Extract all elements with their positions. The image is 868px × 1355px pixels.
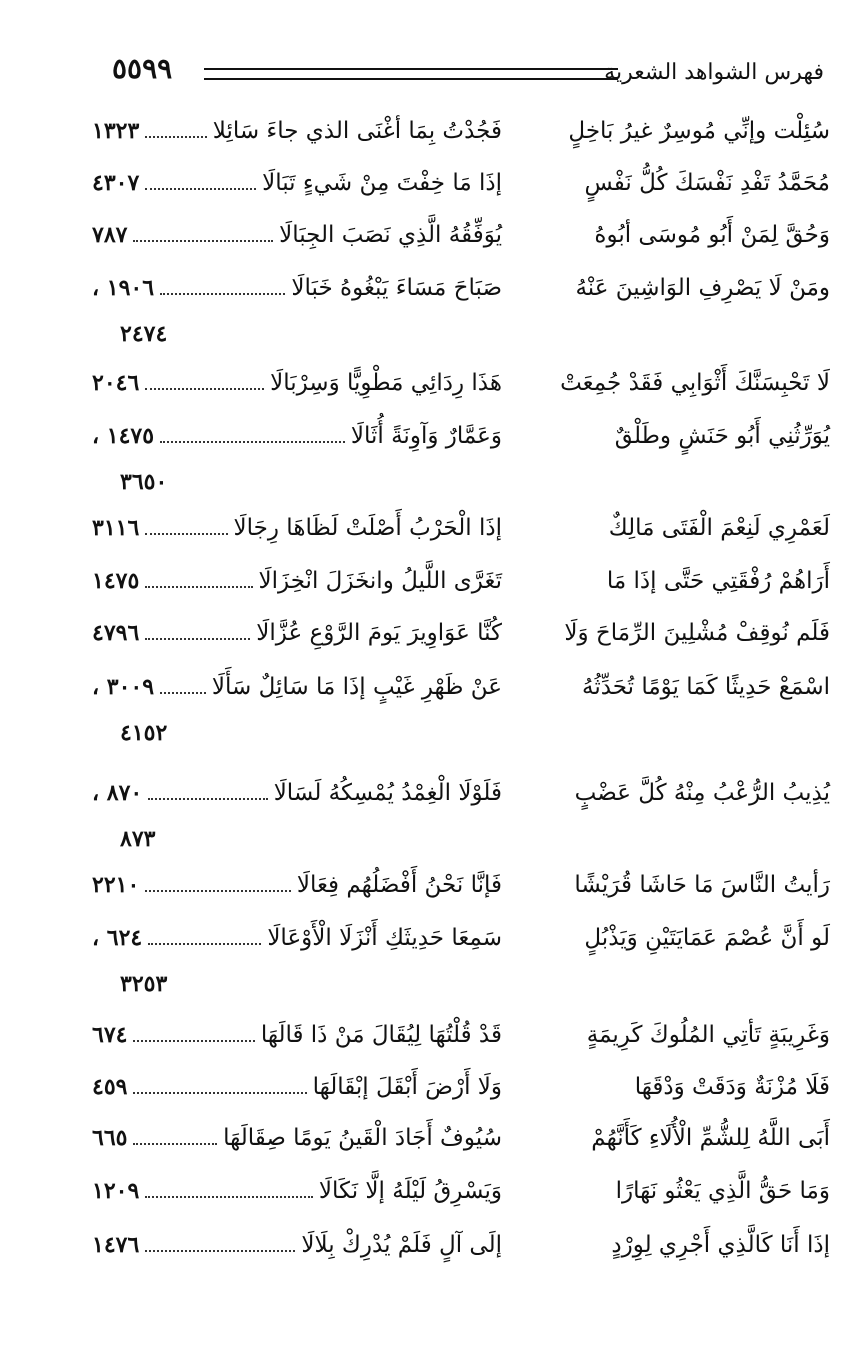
reference-numbers-continued: ٢٤٧٤ (120, 321, 168, 347)
first-hemistich: لَا تَحْبِسَنَّكَ أَثْوَابِي فَقَدْ جُمِعَتْ (560, 370, 830, 396)
dotted-leader (145, 638, 250, 640)
dotted-leader (133, 1143, 217, 1145)
index-entry (92, 423, 830, 495)
dotted-leader (145, 1196, 313, 1198)
reference-numbers: ٤٥٩ (92, 1074, 128, 1100)
second-hemistich-group (92, 118, 502, 168)
second-hemistich-group (92, 620, 502, 670)
second-hemistich: هَذَا رِدَائِي مَطْوِيًّا وَسِرْبَالَا (270, 370, 502, 396)
reference-numbers: ١٤٧٥ ، (92, 423, 155, 449)
reference-numbers: ١٢٠٩ (92, 1178, 140, 1204)
second-hemistich: يُوَفِّقُهُ الَّذِي نَصَبَ الجِبَالَا (279, 222, 502, 248)
index-entry (92, 1178, 830, 1228)
first-hemistich: لَعَمْرِي لَنِعْمَ الْفَتَى مَالِكٌ (608, 515, 830, 541)
dotted-leader (160, 692, 206, 694)
second-hemistich-group (92, 1074, 502, 1124)
index-entry (92, 275, 830, 347)
dotted-leader (160, 293, 285, 295)
first-hemistich: إذَا أَنَا كَالَّذِي أَجْرِي لِوِرْدٍ (611, 1232, 830, 1258)
second-hemistich: إلَى آلٍ فَلَمْ يُدْرِكْ بِلَالَا (301, 1232, 502, 1258)
second-hemistich: إذَا الْحَرْبُ أَصْلَتْ لَظَاهَا رِجَالَا (233, 515, 502, 541)
first-hemistich: فَلَا مُزْنَةٌ وَدَقَتْ وَدْقَهَا (634, 1074, 830, 1100)
second-hemistich-group (92, 872, 502, 922)
reference-numbers-continued: ٤١٥٢ (120, 720, 168, 746)
second-hemistich-group (92, 1178, 502, 1228)
second-hemistich-group (92, 423, 502, 473)
reference-numbers: ٦٧٤ (92, 1022, 128, 1048)
second-hemistich-group (92, 568, 502, 618)
second-hemistich-group (92, 370, 502, 420)
second-hemistich: صَبَاحَ مَسَاءَ يَبْغُوهُ خَبَالَا (291, 275, 502, 301)
first-hemistich: أَرَاهُمْ رُفْقَتِي حَتَّى إذَا مَا (606, 568, 830, 594)
reference-numbers: ٦٦٥ (92, 1125, 128, 1151)
index-entry (92, 568, 830, 618)
reference-numbers: ١٩٠٦ ، (92, 275, 155, 301)
reference-numbers: ٣١١٦ (92, 515, 140, 541)
second-hemistich: سَمِعَا حَدِيثَكِ أَنْزَلَا الْأَوْعَالَا (267, 925, 502, 951)
first-hemistich: أَبَى اللَّهُ لِلشُّمِّ الْأُلَاءِ كَأَنَّهُمْ (591, 1125, 830, 1151)
second-hemistich-group (92, 674, 502, 724)
index-entry (92, 1125, 830, 1175)
index-entry (92, 620, 830, 670)
second-hemistich: وَعَمَّارٌ وَآوِنَةً أُثَالَا (350, 423, 502, 449)
dotted-leader (133, 240, 273, 242)
first-hemistich: اسْمَعْ حَدِيثًا كَمَا يَوْمًا تُحَدِّثُهُ (581, 674, 830, 700)
dotted-leader (133, 1040, 255, 1042)
second-hemistich: فَجُدْتُ بِمَا أغْنَى الذي جاءَ سَائِلا (212, 118, 502, 144)
second-hemistich: فَلَوْلَا الْغِمْدُ يُمْسِكُهُ لَسَالَا (273, 780, 502, 806)
second-hemistich-group (92, 780, 502, 830)
first-hemistich: لَو أَنَّ عُصْمَ عَمَايَتَيْنِ وَيَذْبُلٍ (584, 925, 830, 951)
reference-numbers-continued: ٣٢٥٣ (120, 971, 168, 997)
second-hemistich-group (92, 925, 502, 975)
reference-numbers: ٢٠٤٦ (92, 370, 140, 396)
dotted-leader (145, 586, 253, 588)
page-title: فهرس الشواهد الشعرية (604, 60, 824, 85)
reference-numbers: ١٤٧٦ (92, 1232, 140, 1258)
reference-numbers: ٨٧٠ ، (92, 780, 143, 806)
dotted-leader (145, 388, 264, 390)
index-entry (92, 515, 830, 565)
second-hemistich-group (92, 1232, 502, 1282)
second-hemistich: وَلَا أَرْضَ أَبْقَلَ إبْقَالَهَا (312, 1074, 502, 1100)
index-entry (92, 1022, 830, 1072)
second-hemistich-group (92, 515, 502, 565)
second-hemistich: قَدْ قُلْتُهَا لِيُقَالَ مَنْ ذَا قَالَهَا (260, 1022, 502, 1048)
reference-numbers: ١٣٢٣ (92, 118, 140, 144)
second-hemistich: فَإنَّا نَحْنُ أَفْضَلُهُم فِعَالَا (296, 872, 502, 898)
index-entry (92, 872, 830, 922)
first-hemistich: وَحُقَّ لِمَنْ أَبُو مُوسَى أبُوهُ (594, 222, 830, 248)
index-entry (92, 780, 830, 852)
second-hemistich-group (92, 222, 502, 272)
reference-numbers: ٢٢١٠ (92, 872, 140, 898)
dotted-leader (145, 188, 256, 190)
page-number: ٥٥٩٩ (112, 52, 173, 85)
reference-numbers: ٤٣٠٧ (92, 170, 140, 196)
index-entry (92, 222, 830, 272)
dotted-leader (148, 943, 261, 945)
reference-numbers-continued: ٨٧٣ (120, 826, 156, 852)
header-double-rule (204, 68, 618, 80)
first-hemistich: رَأيتُ النَّاسَ مَا حَاشَا قُرَيْشًا (574, 872, 830, 898)
dotted-leader (148, 798, 268, 800)
second-hemistich: تَغَرَّى اللَّيلُ وانخَزَلَ انْخِزَالَا (258, 568, 502, 594)
first-hemistich: وَغَرِيبَةٍ تَأتِي المُلُوكَ كَرِيمَةٍ (586, 1022, 830, 1048)
page-header (112, 52, 824, 102)
dotted-leader (145, 533, 228, 535)
first-hemistich: سُئِلْت وإنِّي مُوسِرٌ غيرُ بَاخِلٍ (568, 118, 830, 144)
dotted-leader (160, 441, 345, 443)
index-entry (92, 170, 830, 220)
dotted-leader (145, 890, 291, 892)
first-hemistich: وَمَا حَقُّ الَّذِي يَعْثُو نَهَارًا (615, 1178, 830, 1204)
second-hemistich: عَنْ ظَهْرِ غَيْبٍ إذَا مَا سَائِلٌ سَأَلَا (211, 674, 502, 700)
reference-numbers: ٧٨٧ (92, 222, 128, 248)
second-hemistich-group (92, 1125, 502, 1175)
index-entry (92, 1074, 830, 1124)
index-entry (92, 370, 830, 420)
first-hemistich: يُوَرِّثُنِي أَبُو حَنَشٍ وطَلْقٌ (614, 423, 830, 449)
second-hemistich-group (92, 275, 502, 325)
reference-numbers: ١٤٧٥ (92, 568, 140, 594)
second-hemistich: كُنَّا عَوَاوِيرَ يَومَ الرَّوْعِ عُزَّالَا (256, 620, 502, 646)
reference-numbers: ٤٧٩٦ (92, 620, 140, 646)
index-entry (92, 674, 830, 746)
reference-numbers-continued: ٣٦٥٠ (120, 469, 168, 495)
second-hemistich: إذَا مَا خِفْتَ مِنْ شَيءٍ تَبَالَا (262, 170, 502, 196)
first-hemistich: يُذِيبُ الرُّعْبُ مِنْهُ كُلَّ عَضْبٍ (574, 780, 830, 806)
index-entry (92, 1232, 830, 1282)
dotted-leader (133, 1092, 307, 1094)
second-hemistich: سُيُوفٌ أَجَادَ الْقَينُ يَومًا صِقَالَهَا (223, 1125, 502, 1151)
dotted-leader (145, 1250, 295, 1252)
reference-numbers: ٦٢٤ ، (92, 925, 143, 951)
index-entry (92, 118, 830, 168)
first-hemistich: ومَنْ لَا يَصْرِفِ الوَاشِينَ عَنْهُ (575, 275, 830, 301)
second-hemistich-group (92, 170, 502, 220)
second-hemistich-group (92, 1022, 502, 1072)
reference-numbers: ٣٠٠٩ ، (92, 674, 155, 700)
second-hemistich: وَيَسْرِقُ لَيْلَهُ إلَّا نَكَالَا (318, 1178, 502, 1204)
index-entry (92, 925, 830, 997)
first-hemistich: مُحَمَّدُ تَفْدِ نَفْسَكَ كُلُّ نَفْسٍ (584, 170, 830, 196)
first-hemistich: فَلَم نُوقِفْ مُشْلِينَ الرِّمَاحَ وَلَا (564, 620, 830, 646)
dotted-leader (145, 136, 207, 138)
